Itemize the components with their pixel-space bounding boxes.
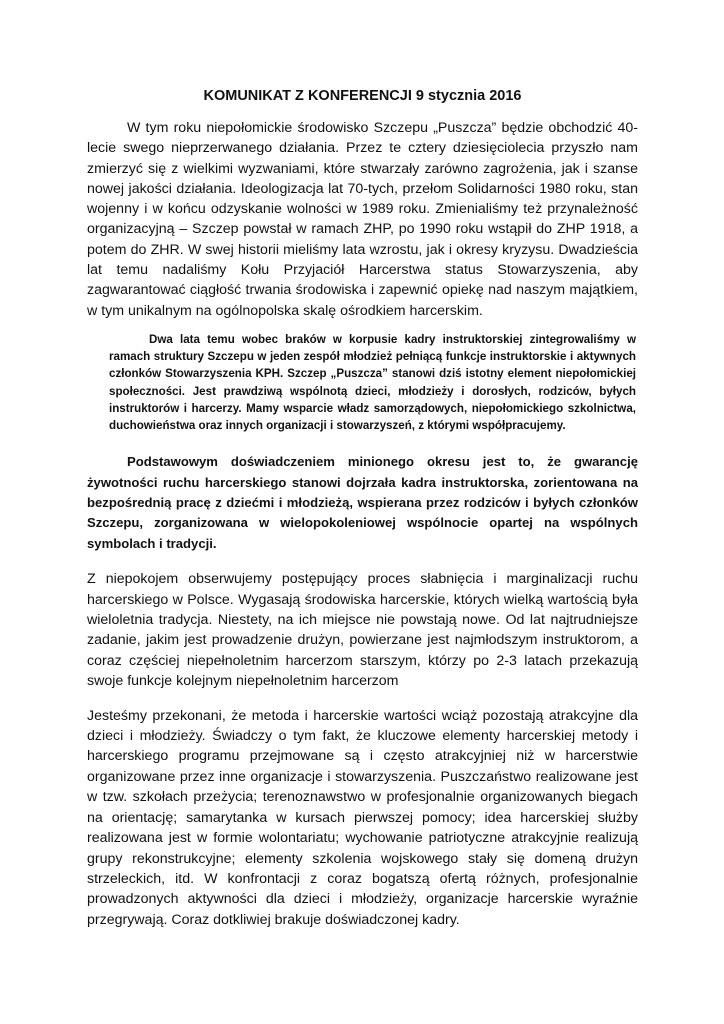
paragraph-core-experience: Podstawowym doświadczeniem minionego okresu jest to, że gwarancję żywotności ruchu harcerskiego stanowi dojrzała kadra instruktorska, zorientowana na bezpośrednią pracę z dziećmi i młodzieżą, wspierana przez rodziców i byłych członków Szczepu, zorganizowana w wielopokoleniowej wspólnocie opartej na wspólnych symbolach i tradycji. (87, 454, 638, 551)
paragraph-conviction: Jesteśmy przekonani, że metoda i harcerskie wartości wciąż pozostają atrakcyjne dla dzieci i młodzieży. Świadczy o tym fakt, że kluczowe elementy harcerskiej metody i harcerskiego programu przejmowane są i często atrakcyjniej niż w harcerstwie organizowane przez inne organizacje i stowarzyszenia. Puszczaństwo realizowane jest w tzw. szkołach przeżycia; terenoznawstwo w profesjonalnie organizowanych biegach na orientację; samarytanka w kursach pierwszej pomocy; idea harcerskiej służby realizowana jest w formie wolontariatu; wychowanie patriotyczne atrakcyjnie realizują grupy rekonstrukcyjne; elementy szkolenia wojskowego stały się domeną drużyn strzeleckich, itd. W konfrontacji z coraz bogatszą ofertą różnych, profesjonalnie prowadzonych aktywności dla dzieci i młodzieży, organizacje harcerskie wyraźnie przegrywają. Coraz dotkliwiej brakuje doświadczonej kadry. (87, 707, 638, 928)
document-title: KOMUNIKAT Z KONFERENCJI 9 stycznia 2016 (203, 88, 522, 104)
document-page (87, 86, 638, 930)
paragraph-decline: Z niepokojem obserwujemy postępujący proces słabnięcia i marginalizacji ruchu harcerskiego w Polsce. Wygasają środowiska harcerskie, których wielką wartością była wieloletnia tradycja. Niestety, na ich miejsce nie powstają nowe. Od lat najtrudniejsze zadanie, jakim jest prowadzenie drużyn, powierzane jest najmłodszym instruktorom, a coraz częściej niepełnoletnim harcerzom starszym, którzy po 2-3 latach przekazują swoje funkcje kolejnym niepełnoletnim harcerzom (87, 571, 638, 690)
paragraph-history: W tym roku niepołomickie środowisko Szczepu „Puszcza” będzie obchodzić 40-lecie swego nieprzerwanego działania. Przez te cztery dziesięciolecia przyszło nam zmierzyć się z wielkimi wyzwaniami, które stwarzały zarówno zagrożenia, jak i szanse nowej jakości działania. Ideologizacja lat 70-tych, przełom Solidarności 1980 roku, stan wojenny i w końcu odzyskanie wolności w 1989 roku. Zmienialiśmy też przynależność organizacyjną – Szczep powstał w ramach ZHP, po 1990 roku wstąpił do ZHP 1918, a potem do ZHR. W swej historii mieliśmy lata wzrostu, jak i okresy kryzysu. Dwadzieścia lat temu nadaliśmy Kołu Przyjaciół Harcerstwa status Stowarzyszenia, aby zagwarantować ciągłość trwania środowiska i zapewnić opiekę nad naszym majątkiem, w tym unikalnym na ogólnopolska skalę ośrodkiem harcerskim. (87, 120, 638, 319)
paragraph-community: Dwa lata temu wobec braków w korpusie kadry instruktorskiej zintegrowaliśmy w ramach struktury Szczepu w jeden zespół młodzież pełniącą funkcje instruktorskie i aktywnych członków Stowarzyszenia KPH. Szczep „Puszcza” stanowi dziś istotny element niepołomickiej społeczności. Jest prawdziwą wspólnotą dzieci, młodzieży i dorosłych, rodziców, byłych instruktorów i harcerzy. Mamy wsparcie władz samorządowych, niepołomickiego szkolnictwa, duchowieństwa oraz innych organizacji i stowarzyszeń, z którymi współpracujemy. (109, 332, 636, 432)
